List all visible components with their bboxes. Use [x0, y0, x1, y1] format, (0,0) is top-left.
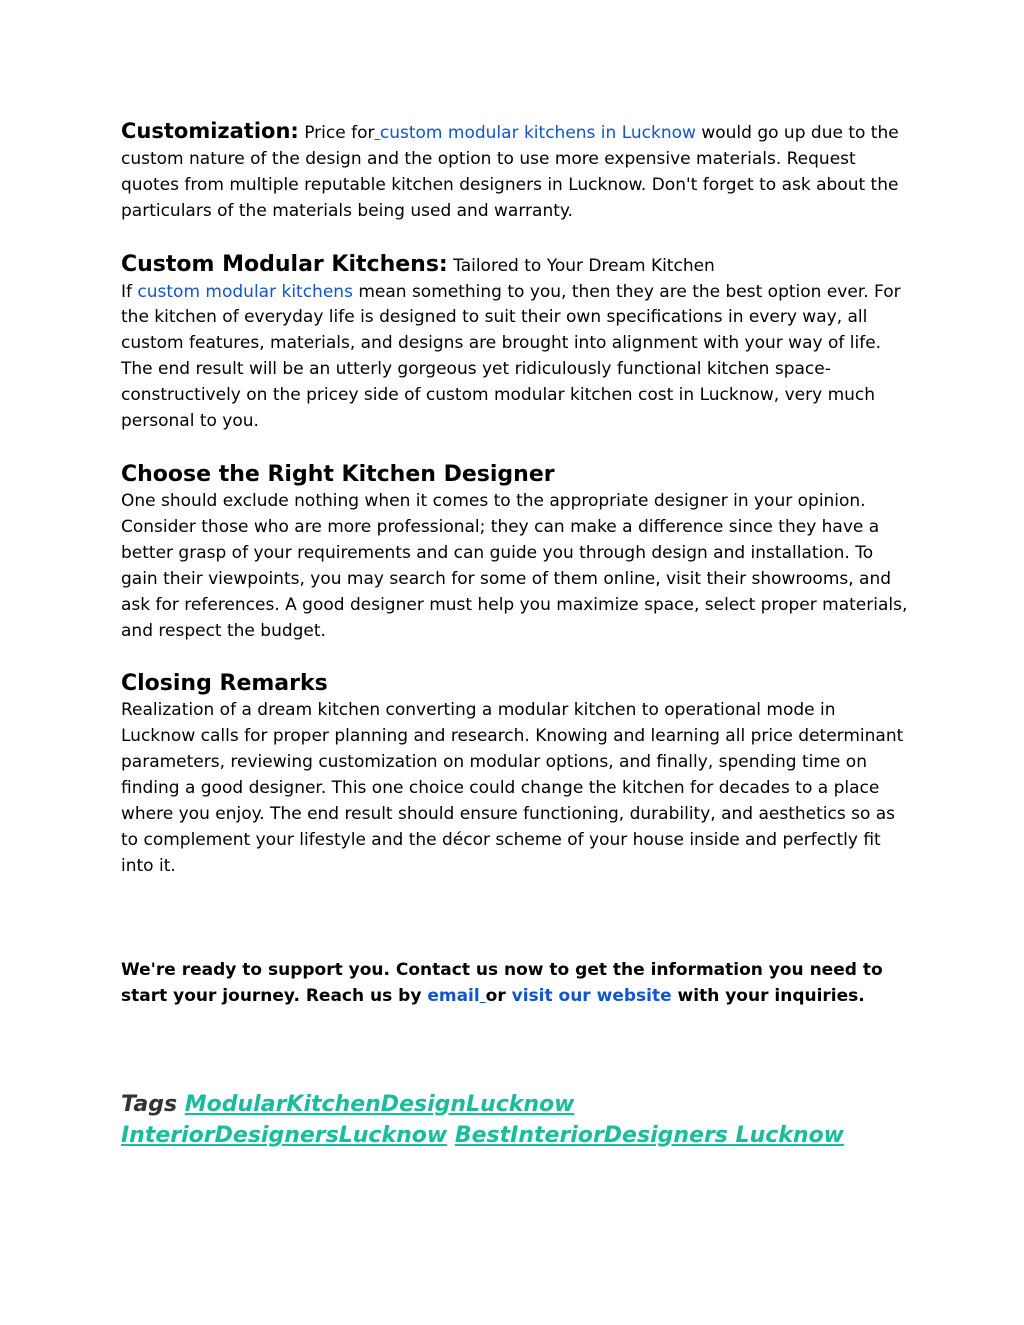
custom-kitchens-section — [121, 251, 911, 435]
contact-paragraph — [121, 958, 911, 1010]
custom-kitchens-text-after: mean something to you, then they are the best option ever. For the kitchen of everyday life is designed to suit their own specifications in every way, all custom features, materials, and designs are brought into alignment with your way of life. The end result will be an utterly gorgeous yet ridiculously functional kitchen space-constructively on the pricey side of custom modular kitchen cost in Lucknow, very much personal to you. — [121, 281, 901, 432]
email-link[interactable]: email — [427, 985, 480, 1006]
contact-text-before: We're ready to support you. Contact us now to get the information you need to start your journey. Reach us by — [121, 959, 883, 1006]
designer-paragraph: One should exclude nothing when it comes to the appropriate designer in your opinion. Consider those who are more professional; they can make a difference since they have a better grasp of your requirements and can guide you through design and installation. To gain their viewpoints, you may search for some of them online, visit their showrooms, and ask for references. A good designer must help you maximize space, select proper materials, and respect the budget. — [121, 490, 908, 641]
custom-modular-kitchens-link[interactable]: custom modular kitchens — [137, 281, 353, 302]
customization-heading: Customization: — [121, 119, 299, 143]
contact-text-after: with your inquiries. — [671, 985, 865, 1006]
contact-text-middle: or — [485, 985, 512, 1006]
tags-label: Tags — [121, 1091, 178, 1117]
customization-text-before: Price for — [298, 123, 375, 143]
custom-kitchens-subheading: Tailored to Your Dream Kitchen — [447, 255, 715, 276]
customization-paragraph — [121, 119, 911, 225]
closing-section — [121, 670, 911, 879]
tag-best-interior-designers-lucknow[interactable]: BestInteriorDesigners Lucknow — [454, 1122, 845, 1148]
closing-paragraph: Realization of a dream kitchen converting a modular kitchen to operational mode in Lucknow calls for proper planning and research. Knowing and learning all price determinant parameters, reviewing customization on modular options, and finally, spending time on finding a good designer. This one choice could change the kitchen for decades to a place where you enjoy. The end result should ensure functioning, durability, and aesthetics so as to complement your lifestyle and the décor scheme of your house inside and perfectly fit into it. — [121, 700, 904, 876]
custom-kitchens-heading-line — [121, 251, 911, 280]
designer-heading: Choose the Right Kitchen Designer — [121, 461, 555, 487]
tag-modular-kitchen-design-lucknow[interactable]: ModularKitchenDesignLucknow — [184, 1091, 575, 1117]
tags-block — [121, 1089, 911, 1151]
customization-text-after: would go up due to the custom nature of the design and the option to use more expensive materials. Request quotes from multiple reputable kitchen designers in Lucknow. Don't forget to ask about the particulars of the materials being used and warranty. — [121, 123, 899, 221]
custom-modular-kitchens-lucknow-link[interactable]: custom modular kitchens in Lucknow — [379, 123, 696, 143]
document-page — [121, 119, 911, 1151]
designer-section — [121, 461, 911, 644]
custom-kitchens-heading: Custom Modular Kitchens: — [121, 251, 448, 277]
closing-heading: Closing Remarks — [121, 671, 328, 697]
custom-kitchens-text-before: If — [121, 281, 138, 302]
custom-kitchens-paragraph — [121, 280, 911, 435]
tag-interior-designers-lucknow[interactable]: InteriorDesignersLucknow — [121, 1122, 448, 1148]
visit-website-link[interactable]: visit our website — [511, 985, 672, 1006]
